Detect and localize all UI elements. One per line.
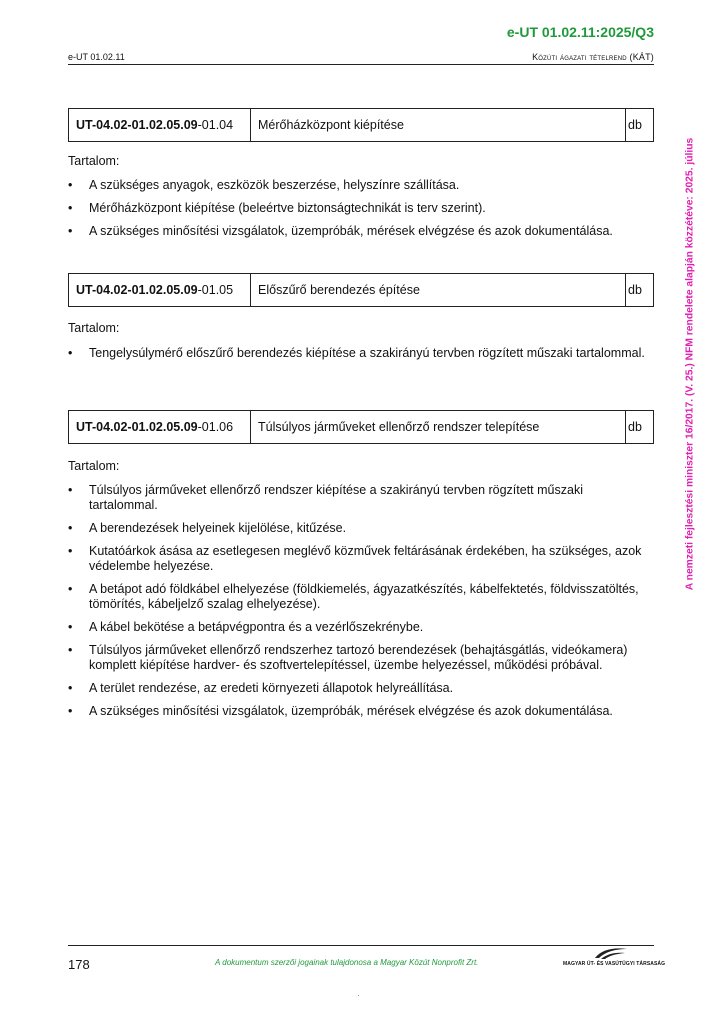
list-item: • A szükséges anyagok, eszközök beszerzése, helyszínre szállítása.: [68, 178, 654, 193]
header-left: e-UT 01.02.11: [68, 52, 125, 62]
side-note: [682, 94, 698, 634]
item-unit: db: [628, 283, 642, 297]
item-code-suffix: -01.06: [197, 420, 234, 434]
list-item: • A kábel bekötése a betápvégpontra és a vezérlőszekrénybe.: [68, 620, 654, 635]
page-number: 178: [68, 957, 90, 972]
copyright-note: A dokumentum szerzői jogainak tulajdonosa a Magyar Közút Nonprofit Zrt.: [215, 958, 479, 967]
item-code-bold: UT-04.02-01.02.05.09: [76, 420, 198, 434]
content-label: Tartalom:: [68, 154, 120, 168]
list-item: • A szükséges minősítési vizsgálatok, üzempróbák, mérések elvégzése és azok dokumentálása.: [68, 224, 654, 239]
logo-text: MAGYAR ÚT- ÉS VASÚTÜGYI TÁRSASÁG: [563, 961, 666, 967]
content-label: Tartalom:: [68, 459, 120, 473]
content-label: Tartalom:: [68, 321, 120, 335]
item-unit: db: [628, 118, 642, 132]
header-right: Közúti ágazati tételrend (KÁT): [532, 52, 654, 62]
bullet-list: [68, 346, 654, 369]
list-item: • A berendezések helyeinek kijelölése, kitűzése.: [68, 521, 654, 536]
item-code: [69, 274, 251, 306]
bullet-list: [68, 178, 654, 247]
list-item: • A terület rendezése, az eredeti környezeti állapotok helyreállítása.: [68, 681, 654, 696]
document-code: e-UT 01.02.11:2025/Q3: [506, 24, 654, 40]
item-table: [68, 273, 654, 307]
item-code-suffix: -01.04: [197, 118, 234, 132]
list-item: • Túlsúlyos járműveket ellenőrző rendszerhez tartozó berendezések (behajtásgátlás, videókamera) komplett kiépítése hardver- és szoftvertelepítéssel, üzembe helyezéssel, működési próbával.: [68, 643, 654, 673]
list-item: • Mérőházközpont kiépítése (beleértve biztonságtechnikát is terv szerint).: [68, 201, 654, 216]
item-unit: db: [628, 420, 642, 434]
item-title: Mérőházközpont kiépítése: [251, 109, 626, 141]
item-table: [68, 108, 654, 142]
scan-dot: [358, 995, 359, 996]
item-code-bold: UT-04.02-01.02.05.09: [76, 283, 198, 297]
list-item: • Túlsúlyos járműveket ellenőrző rendszer kiépítése a szakirányú tervben rögzített műszaki tartalommal.: [68, 483, 654, 513]
list-item: • Tengelysúlymérő előszűrő berendezés kiépítése a szakirányú tervben rögzített műszaki tartalommal.: [68, 346, 654, 361]
item-table: [68, 410, 654, 444]
item-code-bold: UT-04.02-01.02.05.09: [76, 118, 198, 132]
item-title: Túlsúlyos járműveket ellenőrző rendszer telepítése: [251, 411, 626, 443]
item-title: Előszűrő berendezés építése: [251, 274, 626, 306]
bullet-list: [68, 483, 654, 727]
item-code: [69, 109, 251, 141]
company-logo: [563, 946, 666, 970]
header-rule: [68, 64, 654, 65]
list-item: • A betápot adó földkábel elhelyezése (földkiemelés, ágyazatkészítés, kábelfektetés, földvisszatöltés, tömörítés, kábeljelző szalag elhelyezése).: [68, 582, 654, 612]
list-item: • Kutatóárkok ásása az esetlegesen meglévő közművek feltárásának érdekében, ha szükséges, azok védelembe helyezése.: [68, 544, 654, 574]
side-note-text: A nemzeti fejlesztési miniszter 16/2017. (V. 25.) NFM rendelete alapján közzétéve: 2025. július: [684, 137, 696, 591]
logo-swoosh-icon: [593, 946, 629, 960]
item-code: [69, 411, 251, 443]
item-code-suffix: -01.05: [197, 283, 234, 297]
list-item: • A szükséges minősítési vizsgálatok, üzempróbák, mérések elvégzése és azok dokumentálása.: [68, 704, 654, 719]
